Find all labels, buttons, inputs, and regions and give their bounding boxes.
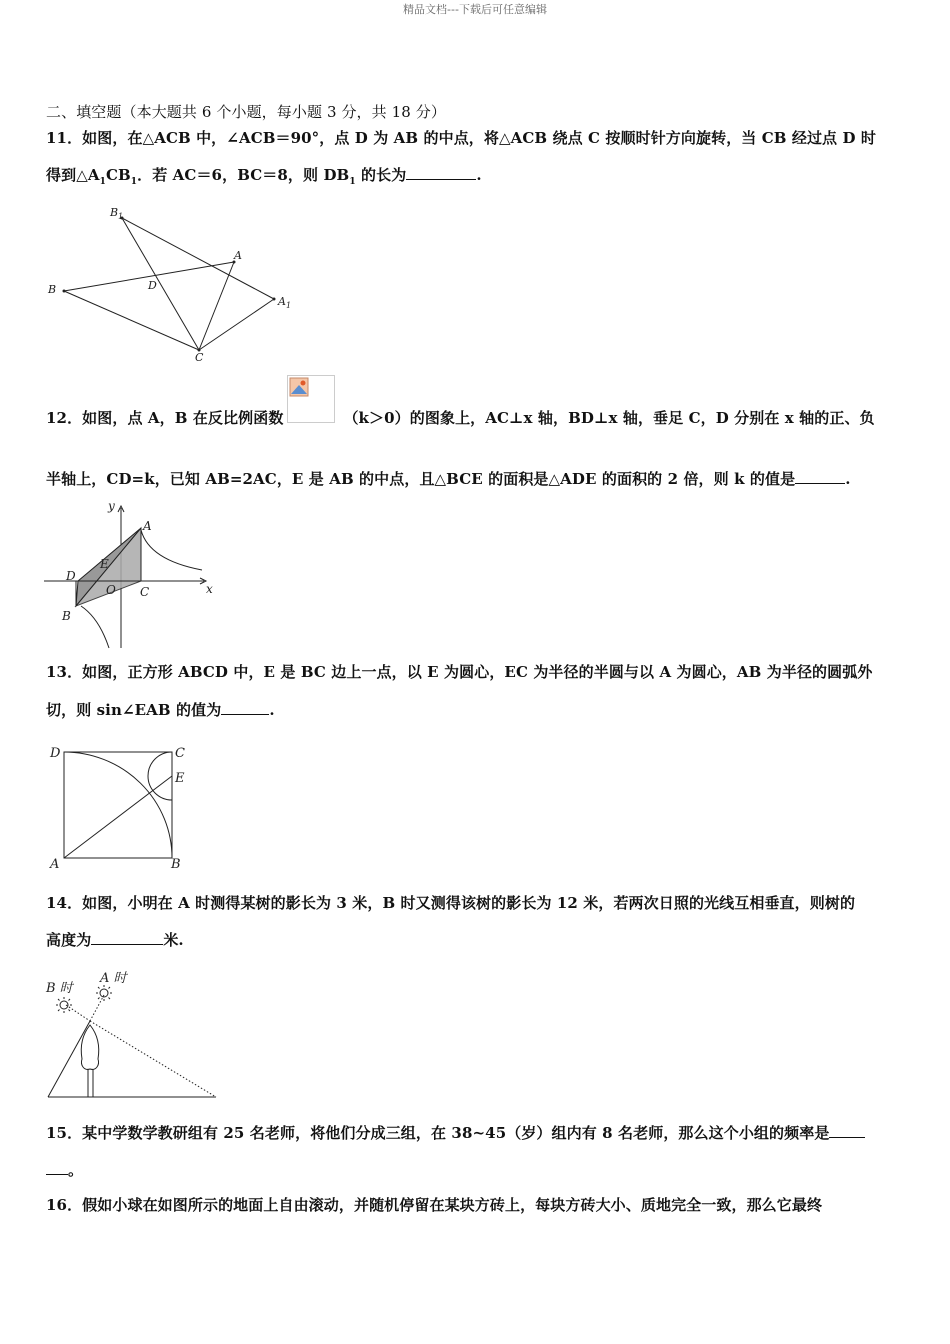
label-A: A — [143, 519, 152, 533]
answer-blank-12 — [795, 469, 845, 484]
label-B: B — [62, 609, 71, 623]
label-y: y — [108, 499, 115, 513]
section-title: 二、填空题（本大题共 6 个小题，每小题 3 分，共 18 分） — [46, 103, 446, 121]
label-B1: B — [110, 206, 119, 219]
label-D: D — [66, 569, 76, 583]
label-E: E — [175, 771, 185, 786]
figure-q12 — [44, 498, 224, 650]
label-b-time: B 时 — [46, 981, 73, 996]
label-A: A — [234, 249, 242, 262]
answer-blank-15a — [829, 1123, 865, 1138]
figure-q11 — [44, 200, 304, 365]
q11-line2: 得到$\triangle A_1CB_1$．若 AC＝6，BC＝8，则 $DB_1$ 的长为 . — [46, 166, 482, 187]
answer-blank-14 — [91, 930, 163, 945]
sun-icon-a — [96, 985, 112, 1001]
sun-icon-b — [56, 997, 72, 1013]
label-B1-sub: 1 — [118, 212, 124, 221]
q11-line1: 11．如图，在△ACB 中，∠ACB＝90°，点 D 为 AB 的中点，将△ACB 绕点 C 按顺时针方向旋转，当 CB 经过点 D 时 — [46, 129, 877, 147]
q15-line1: 15．某中学数学教研组有 25 名老师，将他们分成三组，在 38~45（岁）组内有 8 名老师，那么这个小组的频率是 — [46, 1123, 908, 1143]
q13-line1: 13．如图，正方形 ABCD 中，E 是 BC 边上一点，以 E 为圆心，EC 为半径的半圆与以 A 为圆心，AB 为半径的圆弧外 — [46, 663, 873, 681]
q12-line2: 半轴上，CD=k，已知 AB=2AC，E 是 AB 的中点，且△BCE 的面积是△ADE 的面积的 2 倍，则 k 的值是 . — [46, 470, 851, 488]
q15-line2: 。 — [46, 1160, 908, 1180]
q13-line2: 切，则 sin∠EAB 的值为 . — [46, 701, 275, 719]
label-C: C — [140, 585, 150, 599]
label-A1: A — [278, 295, 286, 308]
label-D: D — [50, 746, 61, 761]
label-x: x — [206, 582, 213, 596]
label-O: O — [106, 583, 116, 597]
q16-line1: 16．假如小球在如图所示的地面上自由滚动，并随机停留在某块方砖上，每块方砖大小、质地完全一致，那么它最终 — [46, 1196, 823, 1214]
q12-line1: 12．如图，点 A，B 在反比例函数 （k＞0）的图象上，AC⊥x 轴，BD⊥x 轴，垂足 C，D 分别在 x 轴的正、负 — [46, 407, 908, 431]
answer-blank-13 — [221, 700, 269, 715]
q14-line1: 14．如图，小明在 A 时测得某树的影长为 3 米，B 时又测得该树的影长为 12 米，若两次日照的光线互相垂直，则树的 — [46, 894, 856, 912]
label-C: C — [195, 351, 204, 364]
label-A: A — [50, 857, 60, 872]
label-A1-sub: 1 — [286, 301, 292, 310]
page-header: 精品文档---下载后可任意编辑 — [403, 3, 547, 16]
figure-q13 — [44, 738, 204, 873]
label-D: D — [148, 279, 157, 292]
label-E: E — [100, 557, 109, 571]
label-C: C — [175, 746, 185, 761]
answer-blank-11 — [406, 165, 476, 180]
q14-line2: 高度为 米. — [46, 931, 184, 949]
label-a-time: A 时 — [100, 971, 127, 986]
formula-image-placeholder — [287, 375, 335, 423]
answer-blank-15b — [46, 1160, 68, 1175]
label-B: B — [171, 857, 181, 872]
figure-q14 — [44, 965, 224, 1103]
label-B: B — [48, 283, 57, 296]
